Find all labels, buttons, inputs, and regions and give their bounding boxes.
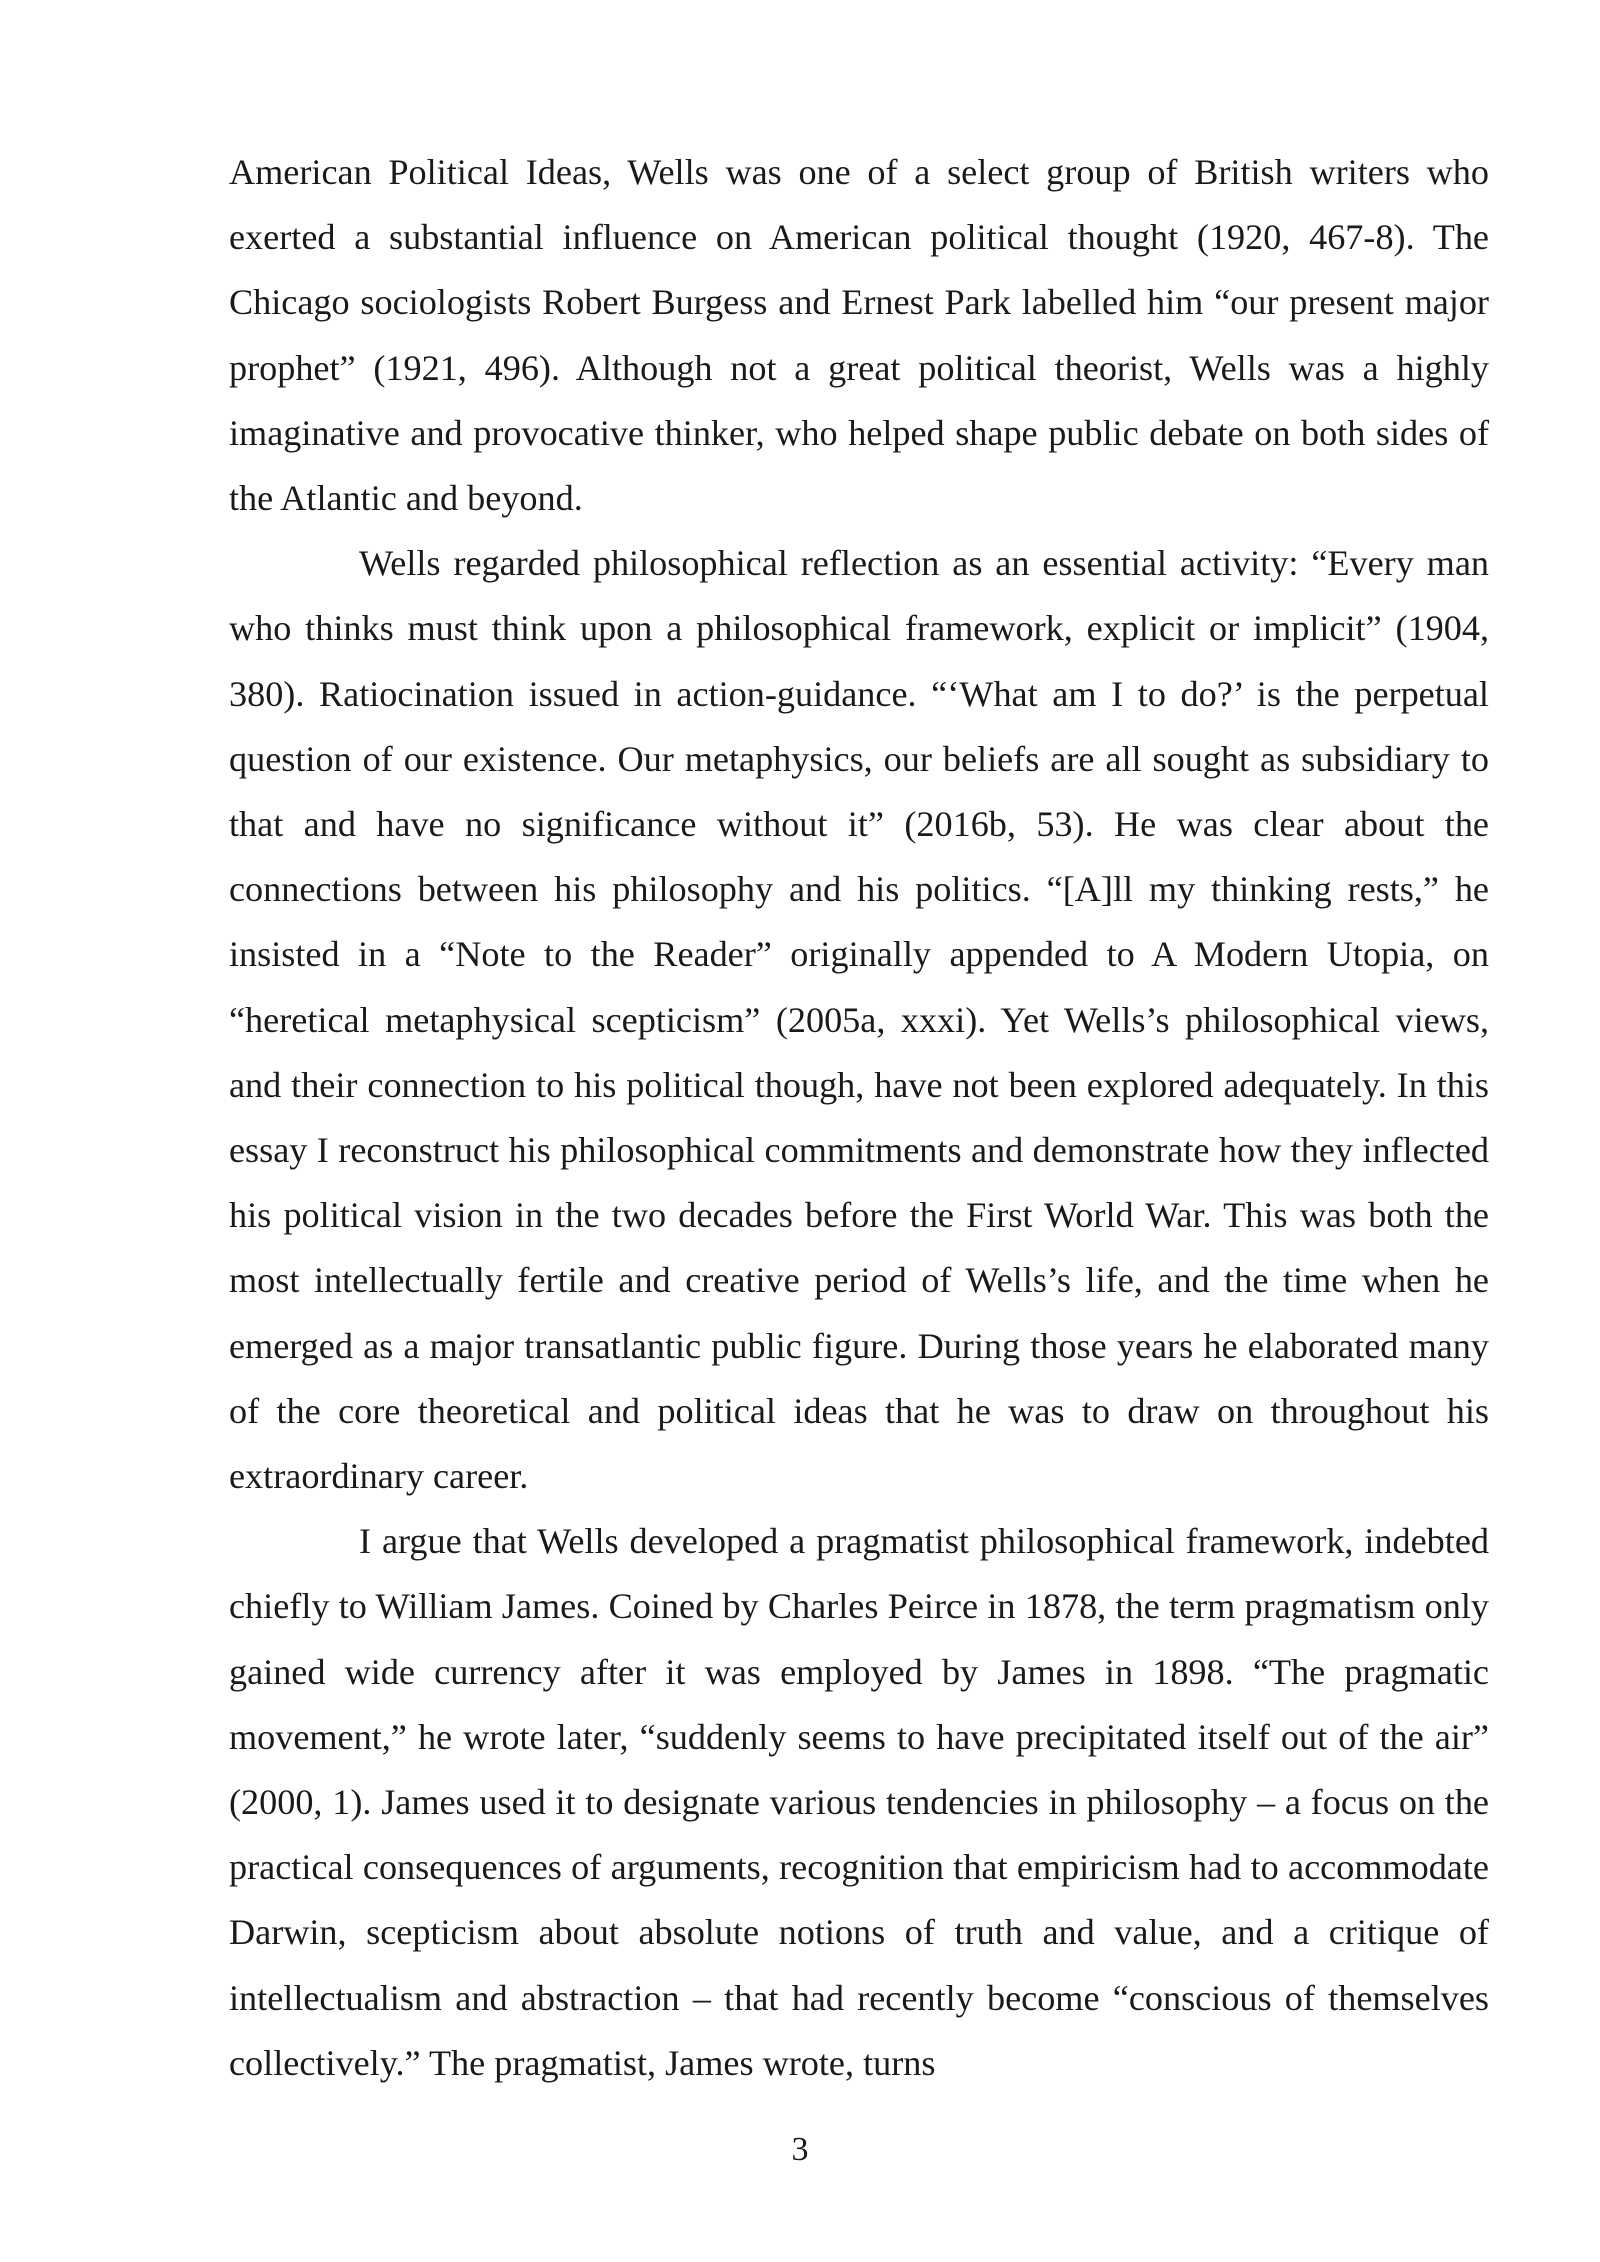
paragraph-philosophical-reflection: Wells regarded philosophical reflection as an essential activity: “Every man who thinks must think upon a philosophical framework, explicit or implicit” (1904, 380). Ratiocination issued in action-guidance. “‘What am I to do?’ is the perpetual question of our existence. Our metaphysics, our beliefs are all sought as subsidiary to that and have no significance without it” (2016b, 53). He was clear about the connections between his philosophy and his politics. “[A]ll my thinking rests,” he insisted in a “Note to the Reader” originally appended to A Modern Utopia, on “heretical metaphysical scepticism” (2005a, xxxi). Yet Wells’s philosophical views, and their connection to his political though, have not been explored adequately. In this essay I reconstruct his philosophical commitments and demonstrate how they inflected his political vision in the two decades before the First World War. This was both the most intellectually fertile and creative period of Wells’s life, and the time when he emerged as a major transatlantic public figure. During those years he elaborated many of the core theoretical and political ideas that he was to draw on throughout his extraordinary career. [229,543,1489,1497]
body-text [229,140,1489,2096]
paragraph-pragmatist-framework: I argue that Wells developed a pragmatist philosophical framework, indebted chiefly to William James. Coined by Charles Peirce in 1878, the term pragmatism only gained wide currency after it was employed by James in 1898. “The pragmatic movement,” he wrote later, “suddenly seems to have precipitated itself out of the air” (2000, 1). James used it to designate various tendencies in philosophy – a focus on the practical consequences of arguments, recognition that empiricism had to accommodate Darwin, scepticism about absolute notions of truth and value, and a critique of intellectualism and abstraction – that had recently become “conscious of themselves collectively.” The pragmatist, James wrote, turns [229,1521,1489,2083]
paragraph-continuation: American Political Ideas, Wells was one of a select group of British writers who exerted a substantial influence on American political thought (1920, 467-8). The Chicago sociologists Robert Burgess and Ernest Park labelled him “our present major prophet” (1921, 496). Although not a great political theorist, Wells was a highly imaginative and provocative thinker, who helped shape public debate on both sides of the Atlantic and beyond. [229,152,1489,519]
page-number: 3 [791,2131,809,2168]
